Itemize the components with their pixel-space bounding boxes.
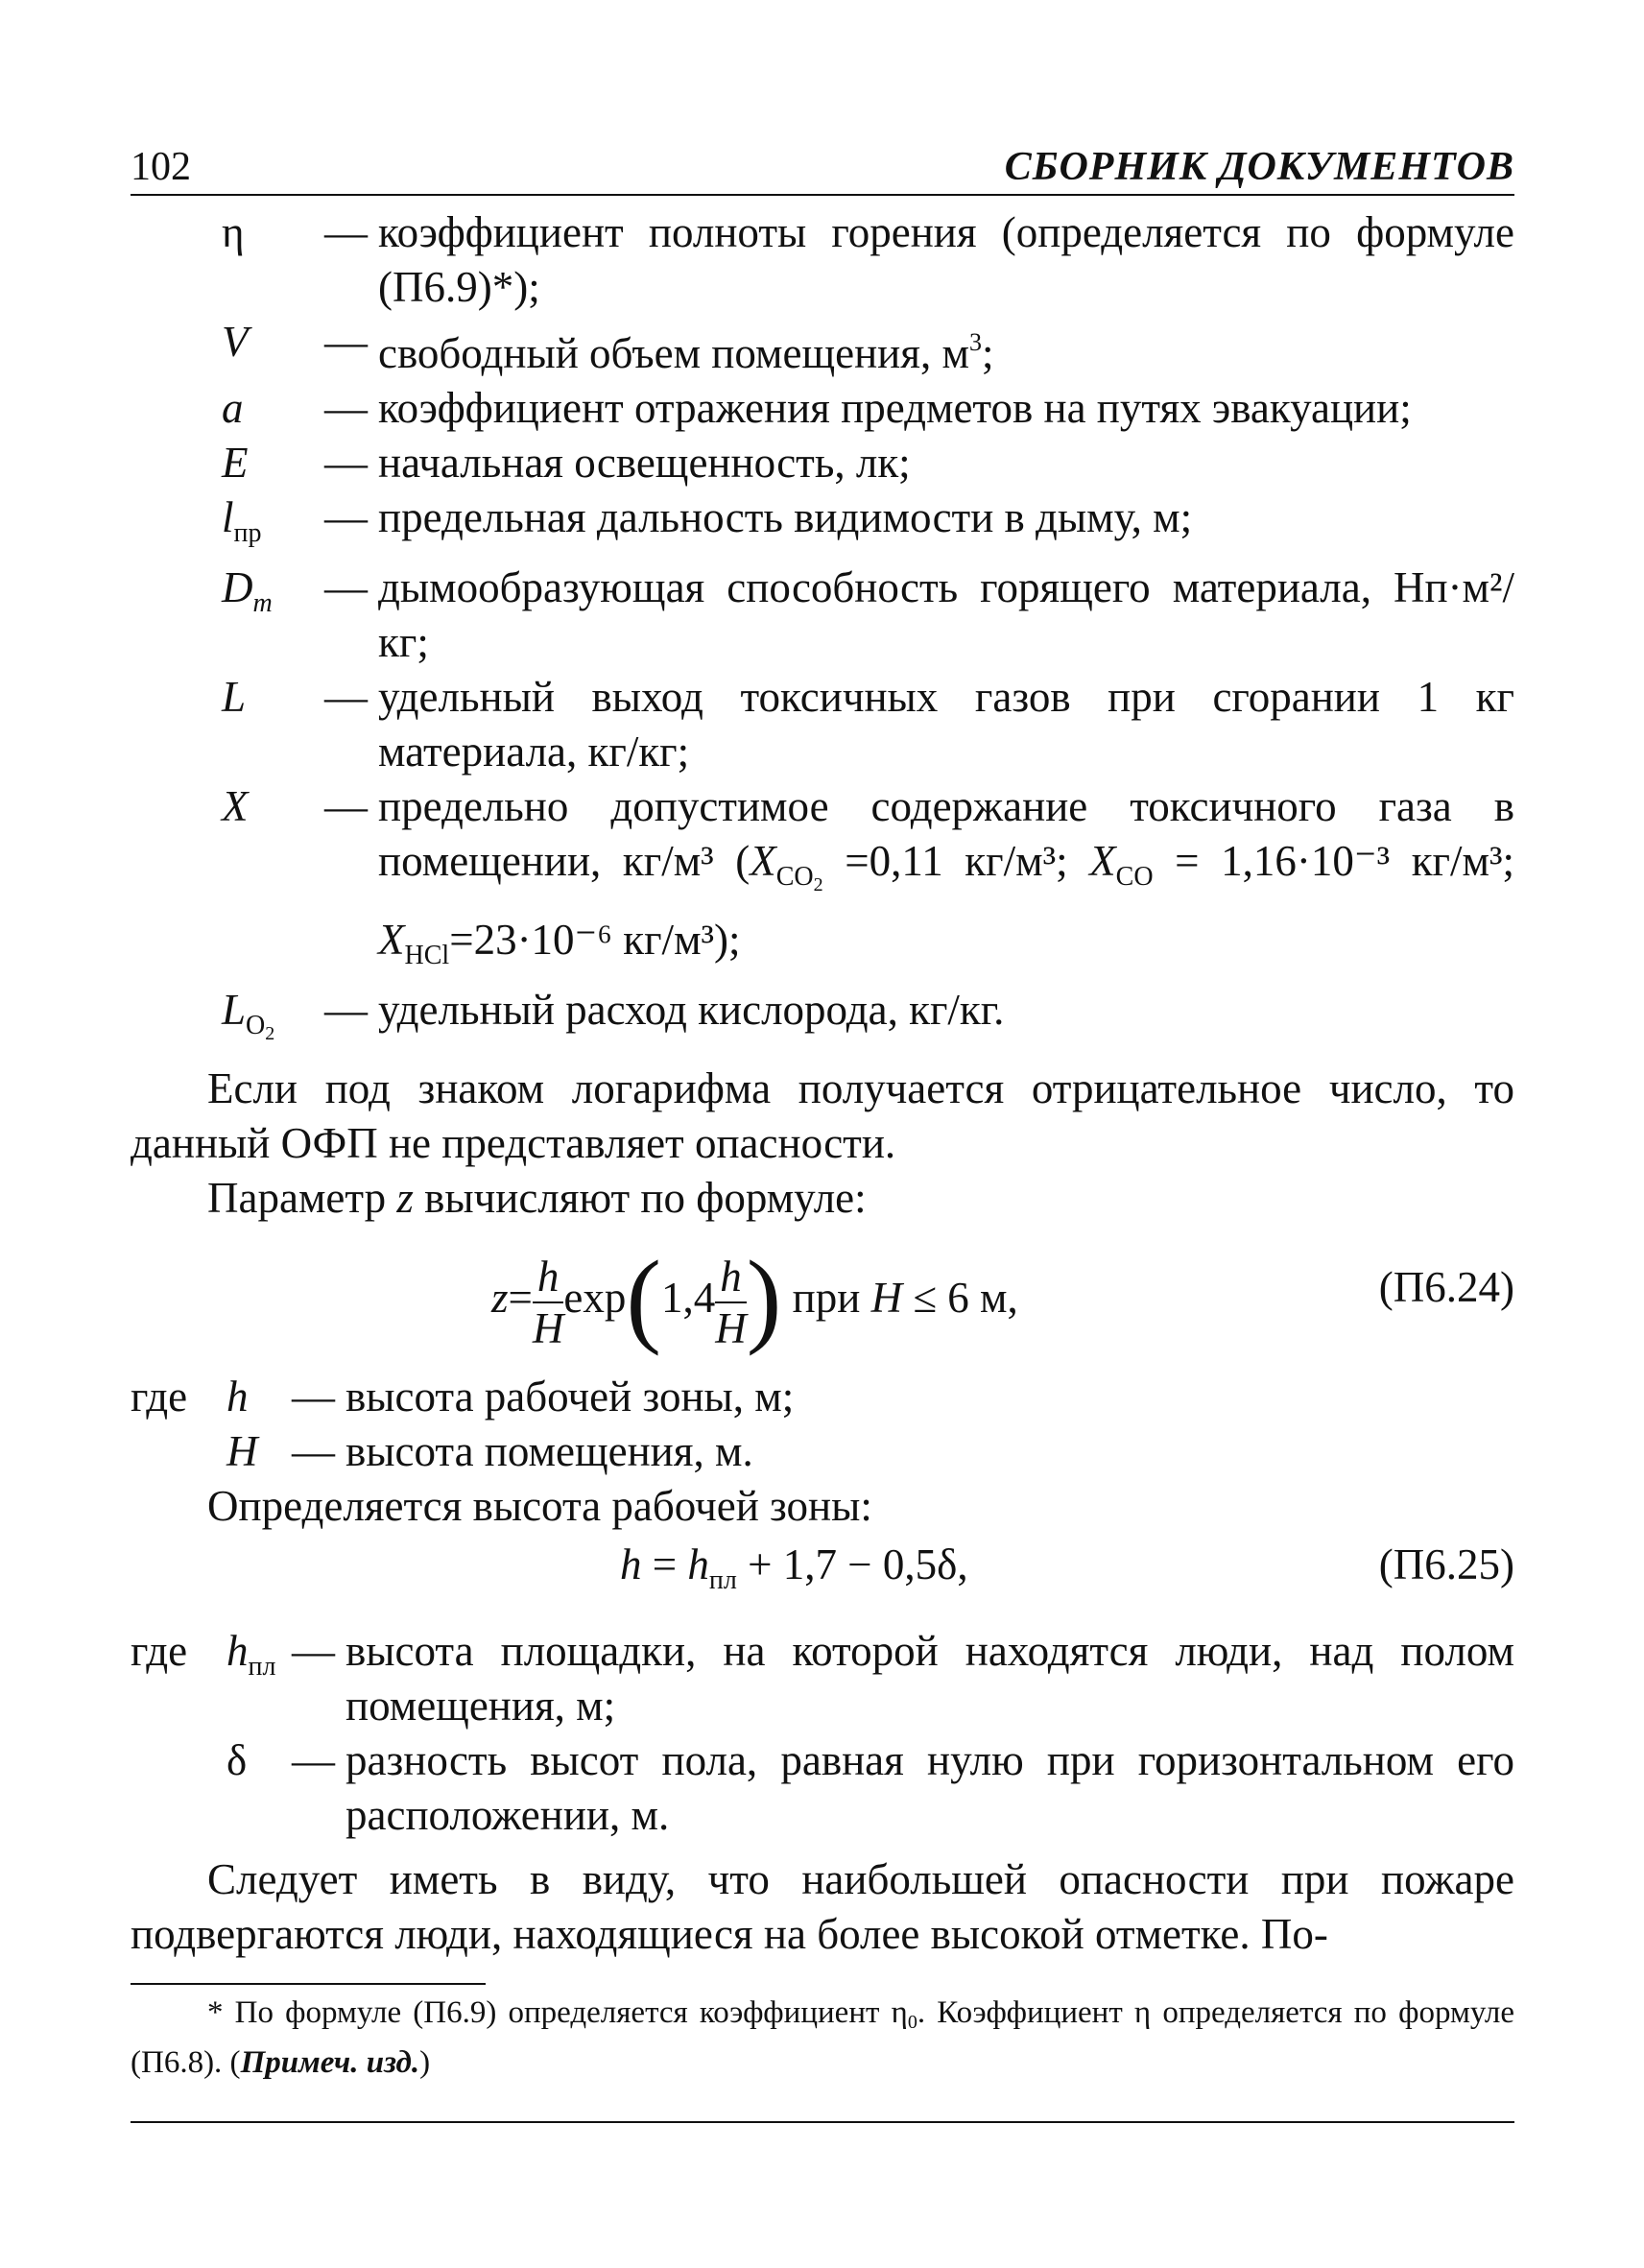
where-item-delta: δ — разность высот пола, равная нулю при горизонтальном его расположении, м. [226,1736,1514,1839]
definition-text: удельный расход кислорода, кг/кг. [378,986,1005,1034]
document-page [131,144,1514,2123]
definition-symbol: X [222,782,249,830]
where-block-2 [131,1624,1514,1843]
definition-text: удельный выход токсичных газов при сгорании 1 кг материала, кг/кг; [378,673,1514,776]
formula-expression: $h = h_{пл} + 1,7 - 0,5\delta$, [620,1540,968,1595]
paragraph-parameter-z: Параметр z вычисляют по формуле: [207,1174,867,1222]
definition-dash: — [324,673,368,721]
definition-symbol: $D_m$ [222,563,273,618]
formula-p6-24 [131,1226,1514,1370]
definition-dash: — [324,439,368,487]
equation-number: (П6.25) [1378,1540,1514,1588]
definition-dash: — [324,318,368,366]
paragraph-log-negative: Если под знаком логарифма получается отрицательное число, то данный ОФП не представляет опасности. [131,1064,1514,1167]
definition-text: дымообразующая способность горящего материала, Нп·м²/кг; [378,563,1514,666]
running-title: СБОРНИК ДОКУМЕНТОВ [1004,145,1514,189]
definition-dash: — [324,208,368,256]
footnote: * По формуле (П6.9) определяется коэффициент η0. Коэффициент η определяется по формуле (П6.8). (Примеч. изд.) [131,1995,1515,2080]
equation-number: (П6.24) [1378,1263,1514,1311]
definition-text: предельная дальность видимости в дыму, м; [378,493,1193,541]
definition-text: коэффициент отражения предметов на путях эвакуации; [378,384,1412,432]
page-header [131,144,1514,196]
definition-text: коэффициент полноты горения (определяется по формуле (П6.9)*); [378,208,1514,311]
definition-text: предельно допустимое содержание токсичного газа в помещении, кг/м³ ($X_{CO_2} =0,11$ кг/м³; $X_{CO} = 1,16\cdot 10^{-3}$ кг/м³; $X_{HCl}=23\cdot 10^{-6}$ кг/м³); [378,782,1514,970]
bottom-rule [131,2121,1514,2123]
page-number: 102 [131,145,191,189]
footnote-rule [131,1983,486,1985]
definition-a [131,381,1514,436]
definition-dash: — [324,986,368,1034]
definition-text: начальная освещенность, лк; [378,439,911,487]
paragraph-danger: Следует иметь в виду, что наибольшей опасности при пожаре подвергаются люди, находящиеся на более высокой отметке. По- [131,1855,1514,1958]
definition-symbol: E [222,439,249,487]
definition-lo2 [131,983,1514,1062]
definitions-list [131,205,1514,1062]
definition-l [131,670,1514,779]
where-block-1 [131,1370,1514,1479]
formula-expression: z= $\frac{h}{H}$ exp(1,4 $\frac{h}{H}$ ) при H ≤ 6 м, [491,1239,1018,1356]
definition-dash: — [324,563,368,611]
definition-symbol: V [222,318,249,366]
where-item-H: H — высота помещения, м. [226,1427,753,1475]
definition-symbol: $L_{O_2}$ [222,986,275,1044]
where-item-h: где h — высота рабочей зоны, м; [131,1373,795,1420]
definition-symbol: L [222,673,247,721]
definition-dash: — [324,493,368,541]
definition-x [131,779,1514,983]
where-item-hpl: где $h_{пл}$ — высота площадки, на которой находятся люди, над полом помещения, м; [131,1627,1514,1730]
definition-v [131,315,1514,381]
definition-text: свободный объем помещения, $м^3$; [378,328,994,377]
definition-e [131,436,1514,490]
definition-symbol: $l_{пр}$ [222,493,262,548]
definition-symbol: a [222,384,244,432]
definition-eta [131,205,1514,315]
definition-symbol: η [222,208,245,256]
formula-p6-25 [131,1534,1514,1611]
definition-dm [131,561,1514,670]
definition-lpr [131,490,1514,561]
definition-dash: — [324,384,368,432]
definition-dash: — [324,782,368,830]
paragraph-work-zone: Определяется высота рабочей зоны: [207,1482,872,1530]
